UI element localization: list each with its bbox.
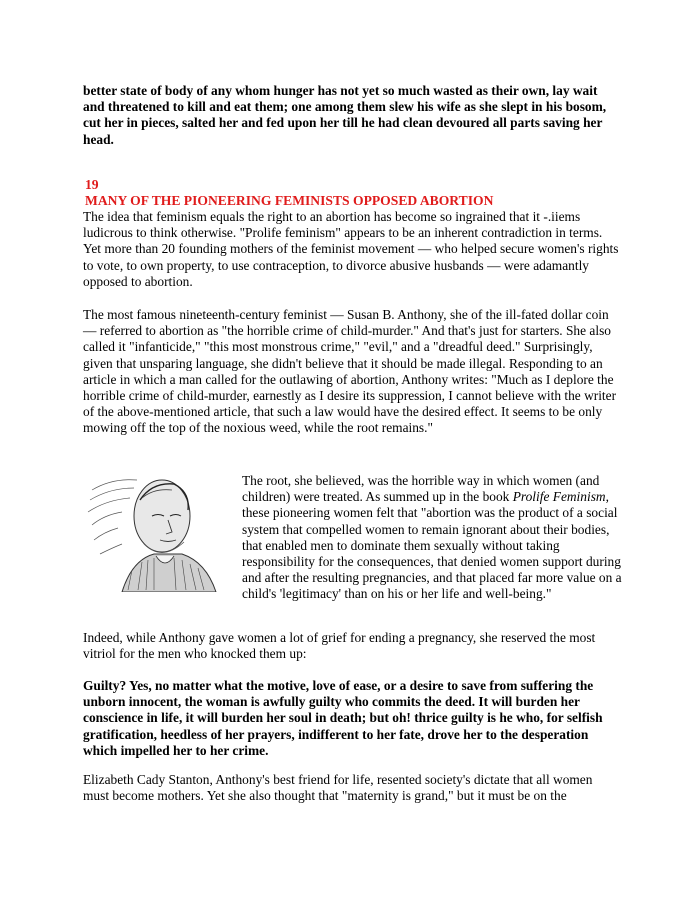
anthony-quote: Guilty? Yes, no matter what the motive, love of ease, or a desire to save from suffering the unborn innocent, the woman is awfully guilty who commits the deed. It will burden her conscience in life, it will burden her soul in death; but oh! thrice guilty is he who, for selfish gratification, heedless of her prayers, indifferent to her fate, drove her to the desperation which impelled her to her crime. [83, 678, 603, 758]
paragraph-root-text-a: The root, she believed, was the horrible way in which women (and children) were treated. As summed up in the book [242, 473, 600, 505]
paragraph-vitriol: Indeed, while Anthony gave women a lot of grief for ending a pregnancy, she reserved the most vitriol for the men who knocked them up: [83, 630, 596, 662]
section-number: 19 [85, 177, 99, 192]
paragraph-stanton: Elizabeth Cady Stanton, Anthony's best friend for life, resented society's dictate that all women must become mothers. Yet she also thought that "maternity is grand," but it must be on the [83, 772, 593, 804]
portrait-engraving [82, 470, 232, 592]
carryover-paragraph: better state of body of any whom hunger has not yet so much wasted as their own, lay wait and threatened to kill and eat them; one among them slew his wife as she slept in his bosom, cut her in pieces, salted her and fed upon her till he had clean devoured all parts saving her head. [83, 83, 607, 147]
paragraph-intro: The idea that feminism equals the right to an abortion has become so ingrained that it -.iiems ludicrous to think otherwise. "Prolife feminism" appears to be an inherent contradiction in terms. Yet more than 20 founding mothers of the feminist movement — who helped secure women's rights to vote, to own property, to use contraception, to divorce abusive husbands — were adamantly opposed to abortion. [83, 209, 619, 289]
paragraph-root-text-b: , these pioneering women felt that "abortion was the product of a social system that compelled women to remain ignorant about their bodies, that enabled men to dominate them sexually without taking responsibility for the consequences, that denied women support during and after the resulting pregnancies, and that placed far more value on a child's 'legitimacy' than on his or her life and well-being." [242, 489, 622, 602]
paragraph-root [242, 473, 622, 603]
book-title: Prolife Feminism [512, 489, 606, 505]
paragraph-anthony: The most famous nineteenth-century feminist — Susan B. Anthony, she of the ill-fated dollar coin — referred to abortion as "the horrible crime of child-murder." And that's just for starters. She also called it "infanticide," "this most monstrous crime," "evil," and a "dreadful deed." Surprisingly, given that unsparing language, she didn't believe that it should be made illegal. Responding to an article in which a man called for the outlawing of abortion, Anthony writes: "Much as I deplore the horrible crime of child-murder, earnestly as I desire its suppression, I cannot believe with the writer of the above-mentioned article, that such a law would have the desired effect. It seems to be only mowing off the top of the noxious weed, while the root remains." [83, 307, 617, 436]
section-title: MANY OF THE PIONEERING FEMINISTS OPPOSED ABORTION [85, 193, 494, 208]
